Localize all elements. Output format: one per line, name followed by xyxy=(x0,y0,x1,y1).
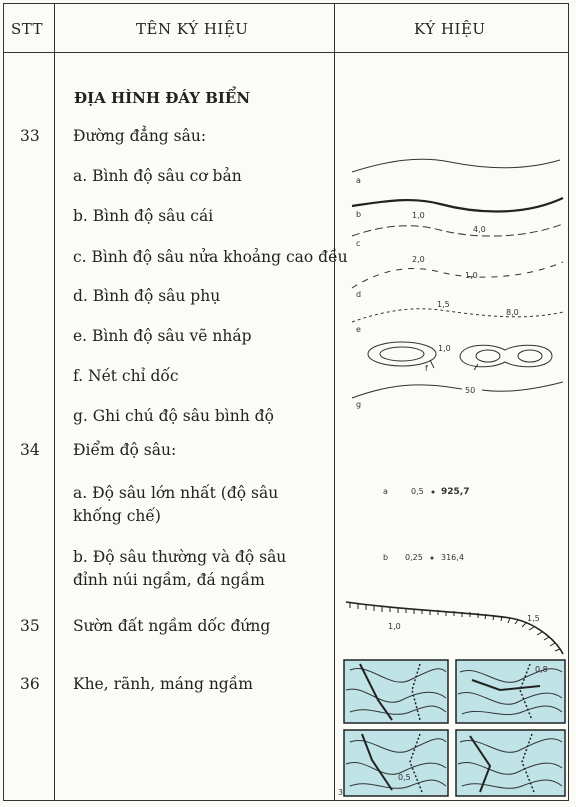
contour-aux xyxy=(352,262,563,288)
value-50: 50 xyxy=(465,386,476,395)
header-name: TÊN KÝ HIỆU xyxy=(136,20,249,38)
row-number: 36 xyxy=(20,675,40,693)
contour-draft xyxy=(352,309,563,322)
list-item: b. Độ sâu thường và độ sâu đỉnh núi ngầm, đá ngầm xyxy=(73,548,287,589)
row-title: Sườn đất ngầm dốc đứng xyxy=(73,617,271,635)
depth-b-label: b xyxy=(383,553,389,562)
value-1-0-f: 1,0 xyxy=(438,344,451,353)
label-g: g xyxy=(356,400,362,409)
value-1-0-b: 1,0 xyxy=(465,271,478,280)
closed-contour-left xyxy=(368,342,436,366)
depth-a-label: a xyxy=(383,487,388,496)
label-f: f xyxy=(425,364,428,373)
label-e: e xyxy=(356,325,361,334)
depth-a-small: 0,5 xyxy=(411,487,424,496)
list-item: d. Bình độ sâu phụ xyxy=(73,287,221,305)
list-item: f. Nét chỉ dốc xyxy=(73,367,179,385)
slope-value-1-5: 1,5 xyxy=(527,614,540,623)
row-number: 34 xyxy=(20,441,40,459)
trench-panel-top-left xyxy=(344,660,448,723)
slope-value-1-0: 1,0 xyxy=(388,622,401,631)
trench-panel-bottom-right xyxy=(456,730,565,796)
trench-value-3: 3 xyxy=(338,788,344,797)
depth-a-big: 925,7 xyxy=(441,487,470,497)
trench-panel-top-right xyxy=(456,660,565,723)
row-number: 35 xyxy=(20,617,40,635)
list-item: a. Bình độ sâu cơ bản xyxy=(73,167,242,185)
header-symbol: KÝ HIỆU xyxy=(414,20,486,38)
value-4-0: 4,0 xyxy=(473,225,486,234)
value-1-5: 1,5 xyxy=(437,300,450,309)
list-item: e. Bình độ sâu vẽ nháp xyxy=(73,327,252,345)
list-item: c. Bình độ sâu nửa khoảng cao đều xyxy=(73,248,348,266)
label-d: d xyxy=(356,290,362,299)
label-c: c xyxy=(356,239,361,248)
trench-value-0-8: 0,8 xyxy=(535,665,548,674)
list-item: b. Bình độ sâu cái xyxy=(73,207,214,225)
closed-contour-right xyxy=(460,345,552,367)
list-item: g. Ghi chú độ sâu bình độ xyxy=(73,407,274,425)
row-title: Đường đẳng sâu: xyxy=(73,127,207,145)
list-item: a. Độ sâu lớn nhất (độ sâu khống chế) xyxy=(73,484,279,525)
steep-slope-line xyxy=(346,602,563,654)
contour-main xyxy=(352,198,563,212)
contour-half xyxy=(352,224,563,236)
depth-b-small: 0,25 xyxy=(405,553,423,562)
value-1-0: 1,0 xyxy=(412,211,425,220)
trench-panel-bottom-left xyxy=(338,730,448,797)
contour-basic xyxy=(352,159,560,172)
value-8-0: 8,0 xyxy=(506,308,519,317)
row-title: Điểm độ sâu: xyxy=(73,441,177,459)
row-number: 33 xyxy=(20,127,40,145)
label-b: b xyxy=(356,210,362,219)
section-title: ĐỊA HÌNH ĐÁY BIỂN xyxy=(74,89,251,107)
contour-with-note xyxy=(352,385,462,398)
label-a: a xyxy=(356,176,361,185)
row-title: Khe, rãnh, máng ngầm xyxy=(73,675,253,693)
depth-b-big: 316,4 xyxy=(441,553,464,562)
header-stt: STT xyxy=(11,20,44,38)
trench-value-0-5: 0,5 xyxy=(398,773,411,782)
value-2-0: 2,0 xyxy=(412,255,425,264)
